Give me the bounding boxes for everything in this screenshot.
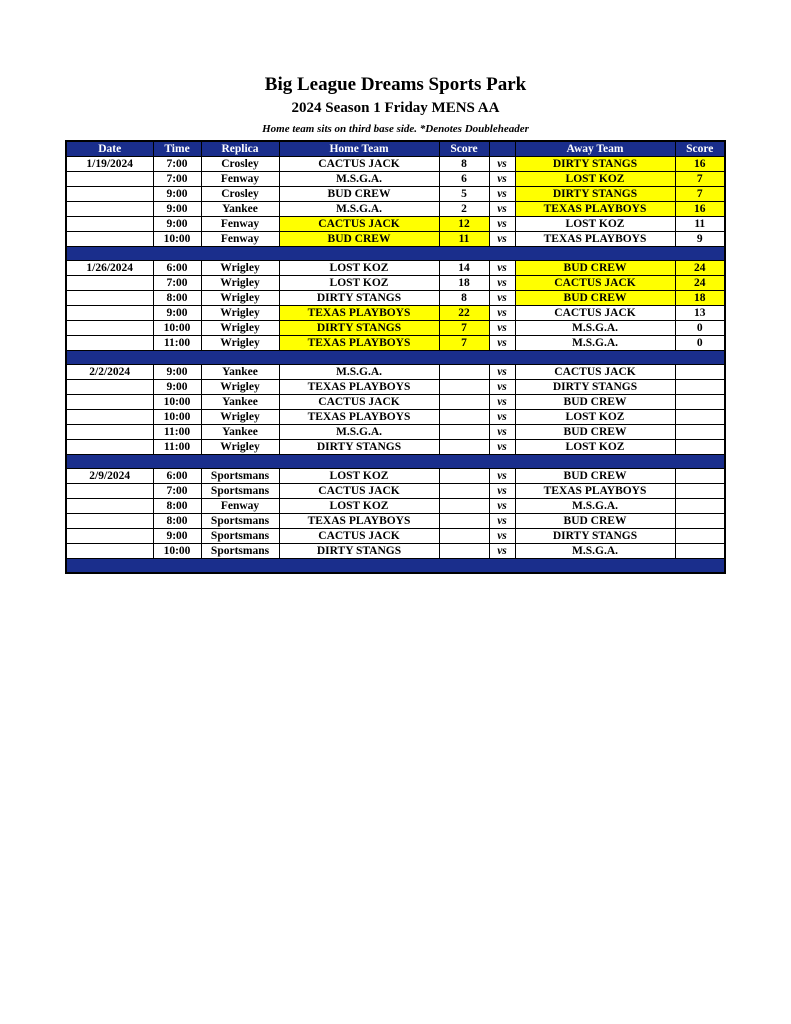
week-separator: [66, 559, 725, 574]
game-time: 8:00: [153, 499, 201, 514]
separator-cell: [489, 351, 515, 365]
game-date: [66, 232, 153, 247]
game-field: Fenway: [201, 499, 279, 514]
away-score: 7: [675, 172, 725, 187]
table-row: [66, 499, 725, 514]
game-time: 9:00: [153, 380, 201, 395]
separator-cell: [489, 559, 515, 574]
away-score: 24: [675, 261, 725, 276]
home-score: 5: [439, 187, 489, 202]
home-team: CACTUS JACK: [279, 484, 439, 499]
page-title: Big League Dreams Sports Park: [264, 74, 527, 95]
vs-label: vs: [489, 321, 515, 336]
separator-cell: [439, 455, 489, 469]
table-row: [66, 321, 725, 336]
separator-cell: [153, 247, 201, 261]
game-time: 10:00: [153, 544, 201, 559]
away-score: 13: [675, 306, 725, 321]
header-date: Date: [66, 141, 153, 157]
vs-label: vs: [489, 484, 515, 499]
away-team: M.S.G.A.: [515, 499, 675, 514]
table-row: [66, 306, 725, 321]
away-score: 18: [675, 291, 725, 306]
away-score: 0: [675, 321, 725, 336]
away-score: [675, 395, 725, 410]
table-row: [66, 514, 725, 529]
vs-label: vs: [489, 232, 515, 247]
separator-cell: [515, 351, 675, 365]
game-field: Wrigley: [201, 380, 279, 395]
away-score: [675, 380, 725, 395]
game-field: Wrigley: [201, 440, 279, 455]
game-field: Sportsmans: [201, 514, 279, 529]
home-score: [439, 469, 489, 484]
away-score: [675, 410, 725, 425]
separator-cell: [675, 247, 725, 261]
game-field: Wrigley: [201, 321, 279, 336]
home-score: [439, 410, 489, 425]
away-team: M.S.G.A.: [515, 321, 675, 336]
vs-label: vs: [489, 157, 515, 172]
page-subtitle: 2024 Season 1 Friday MENS AA: [291, 100, 500, 116]
away-team: BUD CREW: [515, 395, 675, 410]
table-row: [66, 425, 725, 440]
game-date: 2/9/2024: [66, 469, 153, 484]
game-time: 10:00: [153, 410, 201, 425]
separator-cell: [489, 455, 515, 469]
away-team: BUD CREW: [515, 514, 675, 529]
home-team: M.S.G.A.: [279, 202, 439, 217]
game-field: Sportsmans: [201, 484, 279, 499]
away-score: 16: [675, 157, 725, 172]
game-time: 10:00: [153, 395, 201, 410]
table-row: [66, 469, 725, 484]
game-time: 8:00: [153, 514, 201, 529]
game-field: Yankee: [201, 425, 279, 440]
game-date: [66, 440, 153, 455]
away-score: [675, 529, 725, 544]
vs-label: vs: [489, 365, 515, 380]
vs-label: vs: [489, 217, 515, 232]
game-field: Sportsmans: [201, 469, 279, 484]
separator-cell: [489, 247, 515, 261]
header-away-score: Score: [675, 141, 725, 157]
away-team: BUD CREW: [515, 469, 675, 484]
game-time: 10:00: [153, 321, 201, 336]
game-date: [66, 499, 153, 514]
home-score: 11: [439, 232, 489, 247]
table-row: [66, 187, 725, 202]
game-field: Wrigley: [201, 276, 279, 291]
vs-label: vs: [489, 514, 515, 529]
table-row: [66, 440, 725, 455]
schedule-body: [66, 157, 725, 574]
game-time: 9:00: [153, 217, 201, 232]
game-time: 7:00: [153, 484, 201, 499]
table-row: [66, 529, 725, 544]
home-score: [439, 425, 489, 440]
game-time: 10:00: [153, 232, 201, 247]
game-field: Sportsmans: [201, 544, 279, 559]
home-team: BUD CREW: [279, 187, 439, 202]
header-row: [66, 141, 725, 157]
game-date: [66, 202, 153, 217]
away-team: DIRTY STANGS: [515, 380, 675, 395]
game-field: Yankee: [201, 395, 279, 410]
away-team: M.S.G.A.: [515, 544, 675, 559]
game-time: 7:00: [153, 276, 201, 291]
game-field: Wrigley: [201, 336, 279, 351]
vs-label: vs: [489, 469, 515, 484]
game-field: Wrigley: [201, 306, 279, 321]
away-score: [675, 499, 725, 514]
separator-cell: [279, 351, 439, 365]
table-row: [66, 365, 725, 380]
separator-cell: [153, 559, 201, 574]
table-row: [66, 261, 725, 276]
game-field: Fenway: [201, 232, 279, 247]
away-team: DIRTY STANGS: [515, 529, 675, 544]
separator-cell: [515, 247, 675, 261]
away-team: LOST KOZ: [515, 440, 675, 455]
game-date: [66, 306, 153, 321]
game-date: [66, 410, 153, 425]
separator-cell: [439, 247, 489, 261]
home-team: TEXAS PLAYBOYS: [279, 336, 439, 351]
away-score: 16: [675, 202, 725, 217]
away-score: [675, 484, 725, 499]
game-time: 11:00: [153, 425, 201, 440]
game-date: [66, 336, 153, 351]
table-row: [66, 410, 725, 425]
vs-label: vs: [489, 440, 515, 455]
game-field: Crosley: [201, 157, 279, 172]
away-team: TEXAS PLAYBOYS: [515, 202, 675, 217]
away-score: [675, 469, 725, 484]
game-date: 1/19/2024: [66, 157, 153, 172]
away-team: BUD CREW: [515, 291, 675, 306]
game-date: [66, 395, 153, 410]
game-date: [66, 321, 153, 336]
home-team: CACTUS JACK: [279, 157, 439, 172]
separator-cell: [675, 455, 725, 469]
game-time: 9:00: [153, 365, 201, 380]
vs-label: vs: [489, 276, 515, 291]
home-team: TEXAS PLAYBOYS: [279, 410, 439, 425]
week-separator: [66, 247, 725, 261]
home-team: TEXAS PLAYBOYS: [279, 380, 439, 395]
home-score: 7: [439, 321, 489, 336]
game-field: Sportsmans: [201, 529, 279, 544]
home-score: [439, 499, 489, 514]
away-score: 7: [675, 187, 725, 202]
vs-label: vs: [489, 261, 515, 276]
vs-label: vs: [489, 410, 515, 425]
away-score: [675, 425, 725, 440]
home-score: [439, 365, 489, 380]
away-team: BUD CREW: [515, 261, 675, 276]
home-team: M.S.G.A.: [279, 365, 439, 380]
game-date: [66, 544, 153, 559]
separator-cell: [279, 559, 439, 574]
game-time: 7:00: [153, 172, 201, 187]
game-time: 11:00: [153, 440, 201, 455]
game-time: 7:00: [153, 157, 201, 172]
game-field: Yankee: [201, 365, 279, 380]
home-team: TEXAS PLAYBOYS: [279, 514, 439, 529]
vs-label: vs: [489, 425, 515, 440]
home-score: 7: [439, 336, 489, 351]
away-team: LOST KOZ: [515, 172, 675, 187]
table-row: [66, 217, 725, 232]
vs-label: vs: [489, 499, 515, 514]
header-home-score: Score: [439, 141, 489, 157]
separator-cell: [279, 455, 439, 469]
home-score: [439, 395, 489, 410]
vs-label: vs: [489, 544, 515, 559]
header-replica: Replica: [201, 141, 279, 157]
game-date: [66, 217, 153, 232]
away-team: CACTUS JACK: [515, 306, 675, 321]
home-team: TEXAS PLAYBOYS: [279, 306, 439, 321]
game-date: [66, 380, 153, 395]
game-date: [66, 484, 153, 499]
game-date: 2/2/2024: [66, 365, 153, 380]
game-time: 9:00: [153, 306, 201, 321]
home-team: DIRTY STANGS: [279, 544, 439, 559]
away-team: TEXAS PLAYBOYS: [515, 484, 675, 499]
separator-cell: [66, 247, 153, 261]
table-row: [66, 202, 725, 217]
away-team: CACTUS JACK: [515, 365, 675, 380]
away-score: 9: [675, 232, 725, 247]
table-row: [66, 157, 725, 172]
header-time: Time: [153, 141, 201, 157]
vs-label: vs: [489, 380, 515, 395]
game-time: 11:00: [153, 336, 201, 351]
separator-cell: [201, 351, 279, 365]
game-time: 9:00: [153, 202, 201, 217]
game-time: 6:00: [153, 261, 201, 276]
vs-label: vs: [489, 529, 515, 544]
home-score: 8: [439, 157, 489, 172]
away-team: CACTUS JACK: [515, 276, 675, 291]
table-row: [66, 291, 725, 306]
table-row: [66, 544, 725, 559]
separator-cell: [515, 455, 675, 469]
separator-cell: [675, 559, 725, 574]
week-separator: [66, 455, 725, 469]
separator-cell: [153, 351, 201, 365]
table-row: [66, 276, 725, 291]
away-score: 0: [675, 336, 725, 351]
game-date: [66, 425, 153, 440]
separator-cell: [66, 351, 153, 365]
away-team: LOST KOZ: [515, 217, 675, 232]
vs-label: vs: [489, 336, 515, 351]
separator-cell: [66, 455, 153, 469]
home-team: LOST KOZ: [279, 276, 439, 291]
header-home-team: Home Team: [279, 141, 439, 157]
home-score: 18: [439, 276, 489, 291]
home-score: 22: [439, 306, 489, 321]
home-team: LOST KOZ: [279, 469, 439, 484]
table-row: [66, 232, 725, 247]
away-team: DIRTY STANGS: [515, 157, 675, 172]
game-field: Crosley: [201, 187, 279, 202]
vs-label: vs: [489, 306, 515, 321]
away-team: DIRTY STANGS: [515, 187, 675, 202]
away-score: [675, 514, 725, 529]
schedule-table: [65, 140, 726, 574]
vs-label: vs: [489, 395, 515, 410]
header-vs: [489, 141, 515, 157]
home-score: [439, 380, 489, 395]
game-date: [66, 172, 153, 187]
home-score: 2: [439, 202, 489, 217]
home-score: 6: [439, 172, 489, 187]
home-score: 8: [439, 291, 489, 306]
game-field: Wrigley: [201, 410, 279, 425]
away-score: [675, 544, 725, 559]
game-date: [66, 187, 153, 202]
home-team: DIRTY STANGS: [279, 291, 439, 306]
game-time: 8:00: [153, 291, 201, 306]
home-team: CACTUS JACK: [279, 529, 439, 544]
home-score: [439, 514, 489, 529]
separator-cell: [153, 455, 201, 469]
home-team: M.S.G.A.: [279, 172, 439, 187]
away-score: [675, 440, 725, 455]
table-row: [66, 484, 725, 499]
game-date: 1/26/2024: [66, 261, 153, 276]
game-time: 6:00: [153, 469, 201, 484]
schedule-note: Home team sits on third base side. *Denotes Doubleheader: [262, 123, 529, 135]
game-field: Fenway: [201, 172, 279, 187]
separator-cell: [201, 455, 279, 469]
away-team: LOST KOZ: [515, 410, 675, 425]
table-row: [66, 395, 725, 410]
game-date: [66, 291, 153, 306]
game-time: 9:00: [153, 529, 201, 544]
away-score: [675, 365, 725, 380]
table-row: [66, 380, 725, 395]
home-team: BUD CREW: [279, 232, 439, 247]
home-score: 12: [439, 217, 489, 232]
separator-cell: [201, 559, 279, 574]
home-team: M.S.G.A.: [279, 425, 439, 440]
vs-label: vs: [489, 202, 515, 217]
home-score: [439, 529, 489, 544]
table-row: [66, 336, 725, 351]
separator-cell: [515, 559, 675, 574]
home-team: CACTUS JACK: [279, 395, 439, 410]
home-team: DIRTY STANGS: [279, 440, 439, 455]
vs-label: vs: [489, 187, 515, 202]
game-field: Yankee: [201, 202, 279, 217]
separator-cell: [439, 559, 489, 574]
home-score: [439, 484, 489, 499]
away-team: BUD CREW: [515, 425, 675, 440]
away-score: 11: [675, 217, 725, 232]
game-date: [66, 276, 153, 291]
header-away-team: Away Team: [515, 141, 675, 157]
vs-label: vs: [489, 291, 515, 306]
separator-cell: [439, 351, 489, 365]
game-date: [66, 514, 153, 529]
game-time: 9:00: [153, 187, 201, 202]
home-score: [439, 440, 489, 455]
home-score: 14: [439, 261, 489, 276]
week-separator: [66, 351, 725, 365]
game-field: Wrigley: [201, 291, 279, 306]
home-team: LOST KOZ: [279, 261, 439, 276]
away-score: 24: [675, 276, 725, 291]
away-team: TEXAS PLAYBOYS: [515, 232, 675, 247]
home-team: DIRTY STANGS: [279, 321, 439, 336]
separator-cell: [675, 351, 725, 365]
game-field: Fenway: [201, 217, 279, 232]
game-date: [66, 529, 153, 544]
away-team: M.S.G.A.: [515, 336, 675, 351]
separator-cell: [66, 559, 153, 574]
separator-cell: [279, 247, 439, 261]
vs-label: vs: [489, 172, 515, 187]
game-field: Wrigley: [201, 261, 279, 276]
home-score: [439, 544, 489, 559]
separator-cell: [201, 247, 279, 261]
home-team: LOST KOZ: [279, 499, 439, 514]
table-row: [66, 172, 725, 187]
home-team: CACTUS JACK: [279, 217, 439, 232]
